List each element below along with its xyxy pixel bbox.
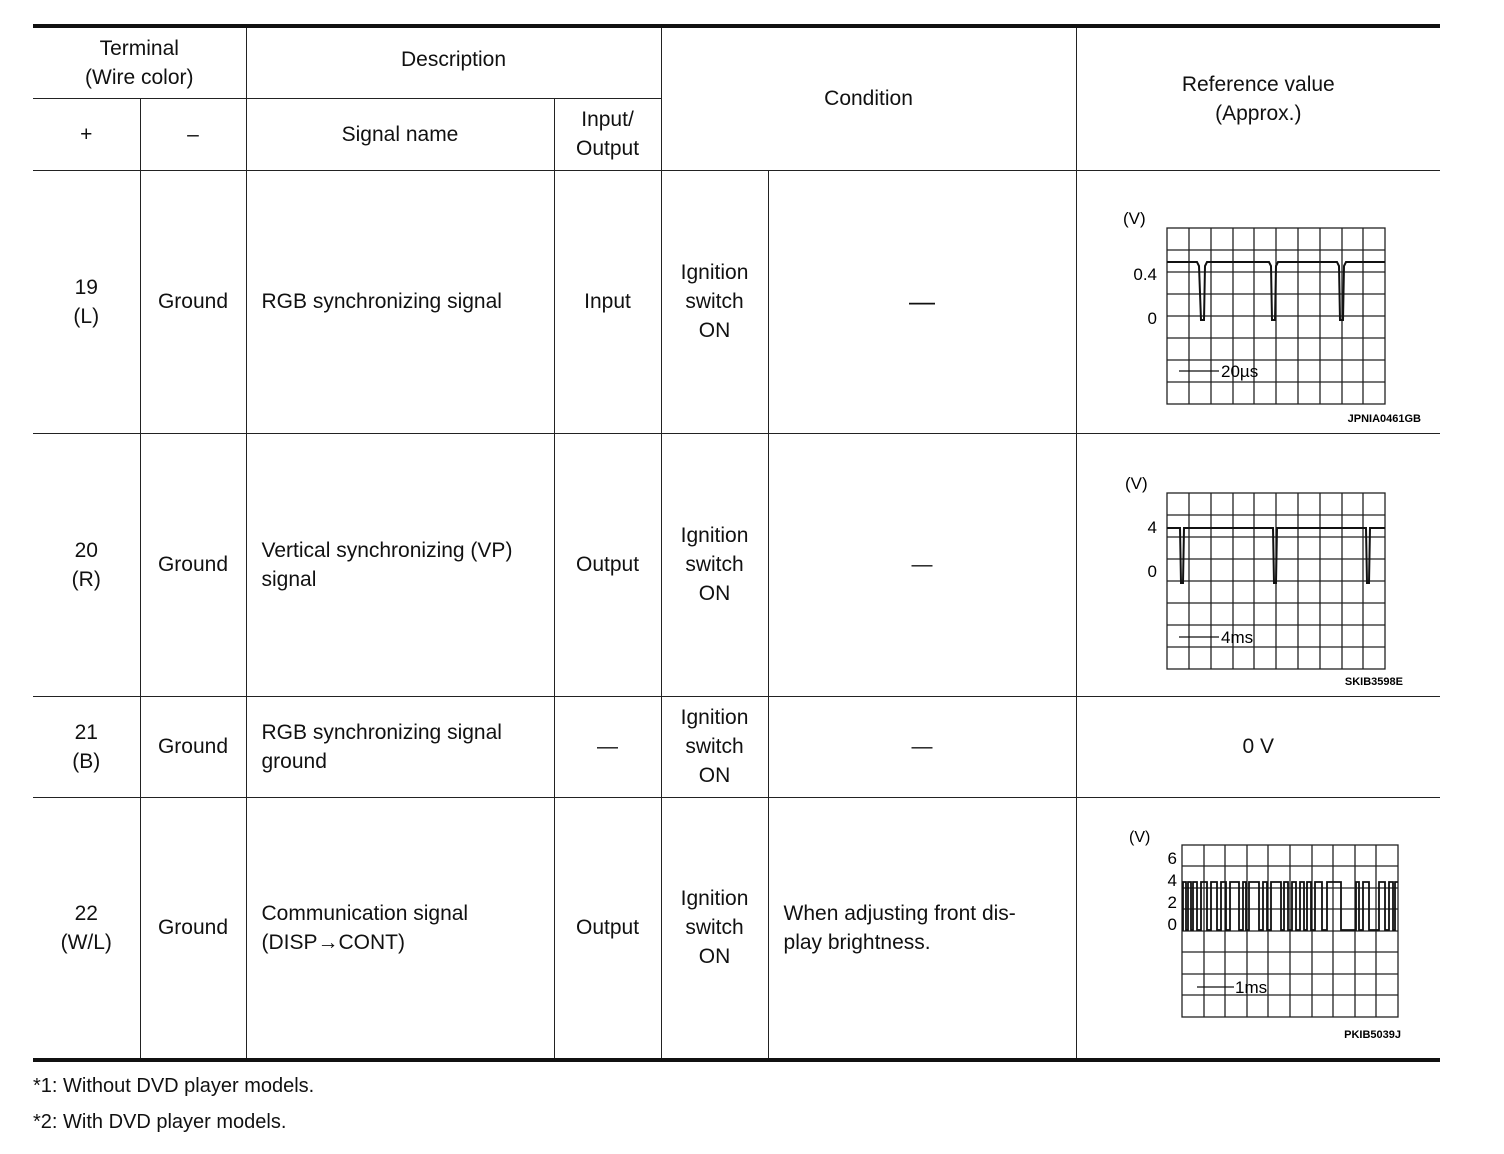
table-row xyxy=(33,696,1440,797)
waveform-y-label: 2 xyxy=(1167,892,1178,912)
wire-color: (L) xyxy=(73,304,100,328)
waveform-unit: (V) xyxy=(1125,473,1148,493)
ground-cell: Ground xyxy=(140,696,246,797)
condition-cell xyxy=(661,170,768,433)
condition-line: Ignition xyxy=(680,524,749,547)
time-scale-label: 4ms xyxy=(1221,627,1254,647)
ground-cell: Ground xyxy=(140,170,246,433)
input-output-header xyxy=(554,98,661,170)
footnote: *2: With DVD player models. xyxy=(33,1111,287,1133)
terminal-number: 22 xyxy=(74,901,98,925)
footnotes xyxy=(33,1068,314,1140)
signal-name-cell xyxy=(246,170,554,433)
condition-detail-cell xyxy=(768,797,1076,1060)
signal-name-line: Vertical synchronizing (VP) xyxy=(261,538,513,562)
table-row xyxy=(33,433,1440,696)
waveform-y-label: 0 xyxy=(1147,561,1158,581)
reference-value-label: Reference value xyxy=(1181,72,1335,96)
wire-color-label: (Wire color) xyxy=(85,65,194,89)
waveform-y-label: 4 xyxy=(1147,517,1158,537)
signal-name-cell xyxy=(246,696,554,797)
time-scale-label: 20µs xyxy=(1221,361,1259,381)
signal-name-header: Signal name xyxy=(246,98,554,170)
signal-name-line: (DISP→CONT) xyxy=(261,930,405,954)
signal-name-line: signal xyxy=(261,567,317,591)
terminal-number-cell xyxy=(33,170,140,433)
reference-value-cell xyxy=(1076,797,1440,1060)
condition-cell xyxy=(661,696,768,797)
condition-detail-cell: — xyxy=(768,170,1076,433)
figure-code: SKIB3598E xyxy=(1345,675,1404,685)
wire-color: (R) xyxy=(71,567,101,591)
condition-line: switch xyxy=(685,735,744,758)
condition-line: Ignition xyxy=(680,261,749,284)
waveform-grid xyxy=(1182,845,1398,1017)
condition-line: ON xyxy=(698,582,731,605)
approx-label: (Approx.) xyxy=(1215,101,1302,125)
minus-header: – xyxy=(140,98,246,170)
reference-value-cell: 0 V xyxy=(1076,696,1440,797)
signal-name-cell xyxy=(246,433,554,696)
condition-line: ON xyxy=(698,319,731,342)
reference-value-cell xyxy=(1076,433,1440,696)
terminal-number: 21 xyxy=(74,720,98,744)
waveform-y-label: 0 xyxy=(1147,308,1158,328)
terminal-label: Terminal xyxy=(99,36,179,60)
waveform-communication xyxy=(1093,808,1423,1048)
header-row-1 xyxy=(33,26,1440,98)
output-label: Output xyxy=(575,137,640,160)
condition-detail-line: play brightness. xyxy=(783,930,931,954)
terminal-table xyxy=(33,24,1440,1062)
condition-cell xyxy=(661,433,768,696)
description-header: Description xyxy=(246,26,661,98)
terminal-table-container xyxy=(33,24,1440,1062)
condition-line: ON xyxy=(698,945,731,969)
figure-code: JPNIA0461GB xyxy=(1347,412,1422,422)
signal-name-line: RGB synchronizing signal xyxy=(261,720,502,744)
waveform-y-label: 0 xyxy=(1167,914,1178,934)
waveform-y-label: 6 xyxy=(1167,848,1178,868)
condition-cell xyxy=(661,797,768,1060)
wire-color: (B) xyxy=(72,749,101,773)
terminal-number-cell xyxy=(33,433,140,696)
terminal-number-cell xyxy=(33,696,140,797)
plus-header: + xyxy=(33,98,140,170)
io-cell: — xyxy=(554,696,661,797)
figure-code: PKIB5039J xyxy=(1344,1028,1402,1041)
waveform-unit: (V) xyxy=(1123,208,1146,228)
table-row xyxy=(33,170,1440,433)
waveform-trace xyxy=(1167,262,1385,320)
condition-line: Ignition xyxy=(680,706,749,729)
ground-cell: Ground xyxy=(140,797,246,1060)
waveform-trace xyxy=(1167,528,1385,583)
footnote: *1: Without DVD player models. xyxy=(33,1075,315,1097)
waveform-rgb-sync xyxy=(1093,182,1423,422)
condition-line: switch xyxy=(685,290,744,313)
condition-line: switch xyxy=(685,553,744,576)
io-cell: Output xyxy=(554,433,661,696)
terminal-number: 19 xyxy=(74,275,98,299)
waveform-unit: (V) xyxy=(1129,828,1151,846)
reference-value-cell xyxy=(1076,170,1440,433)
signal-name-line: ground xyxy=(261,749,327,773)
table-row xyxy=(33,797,1440,1060)
signal-name-cell xyxy=(246,797,554,1060)
condition-detail-cell: — xyxy=(768,696,1076,797)
waveform-y-label: 0.4 xyxy=(1133,264,1158,284)
io-cell: Output xyxy=(554,797,661,1060)
time-scale-label: 1ms xyxy=(1235,977,1268,997)
ground-cell: Ground xyxy=(140,433,246,696)
terminal-number-cell xyxy=(33,797,140,1060)
signal-name-line: Communication signal xyxy=(261,901,469,925)
condition-line: switch xyxy=(685,916,744,940)
io-cell: Input xyxy=(554,170,661,433)
wire-color: (W/L) xyxy=(60,930,112,954)
signal-name-line: RGB synchronizing signal xyxy=(261,290,502,313)
reference-value-header xyxy=(1076,26,1440,170)
waveform-y-label: 4 xyxy=(1167,870,1178,890)
terminal-number: 20 xyxy=(74,538,98,562)
waveform-vp-sync xyxy=(1093,445,1423,685)
condition-detail-line: When adjusting front dis- xyxy=(783,901,1016,925)
condition-detail-cell: — xyxy=(768,433,1076,696)
terminal-header xyxy=(33,26,246,98)
condition-line: Ignition xyxy=(680,887,749,911)
input-label: Input/ xyxy=(581,108,634,131)
condition-line: ON xyxy=(698,764,731,787)
condition-header: Condition xyxy=(661,26,1076,170)
